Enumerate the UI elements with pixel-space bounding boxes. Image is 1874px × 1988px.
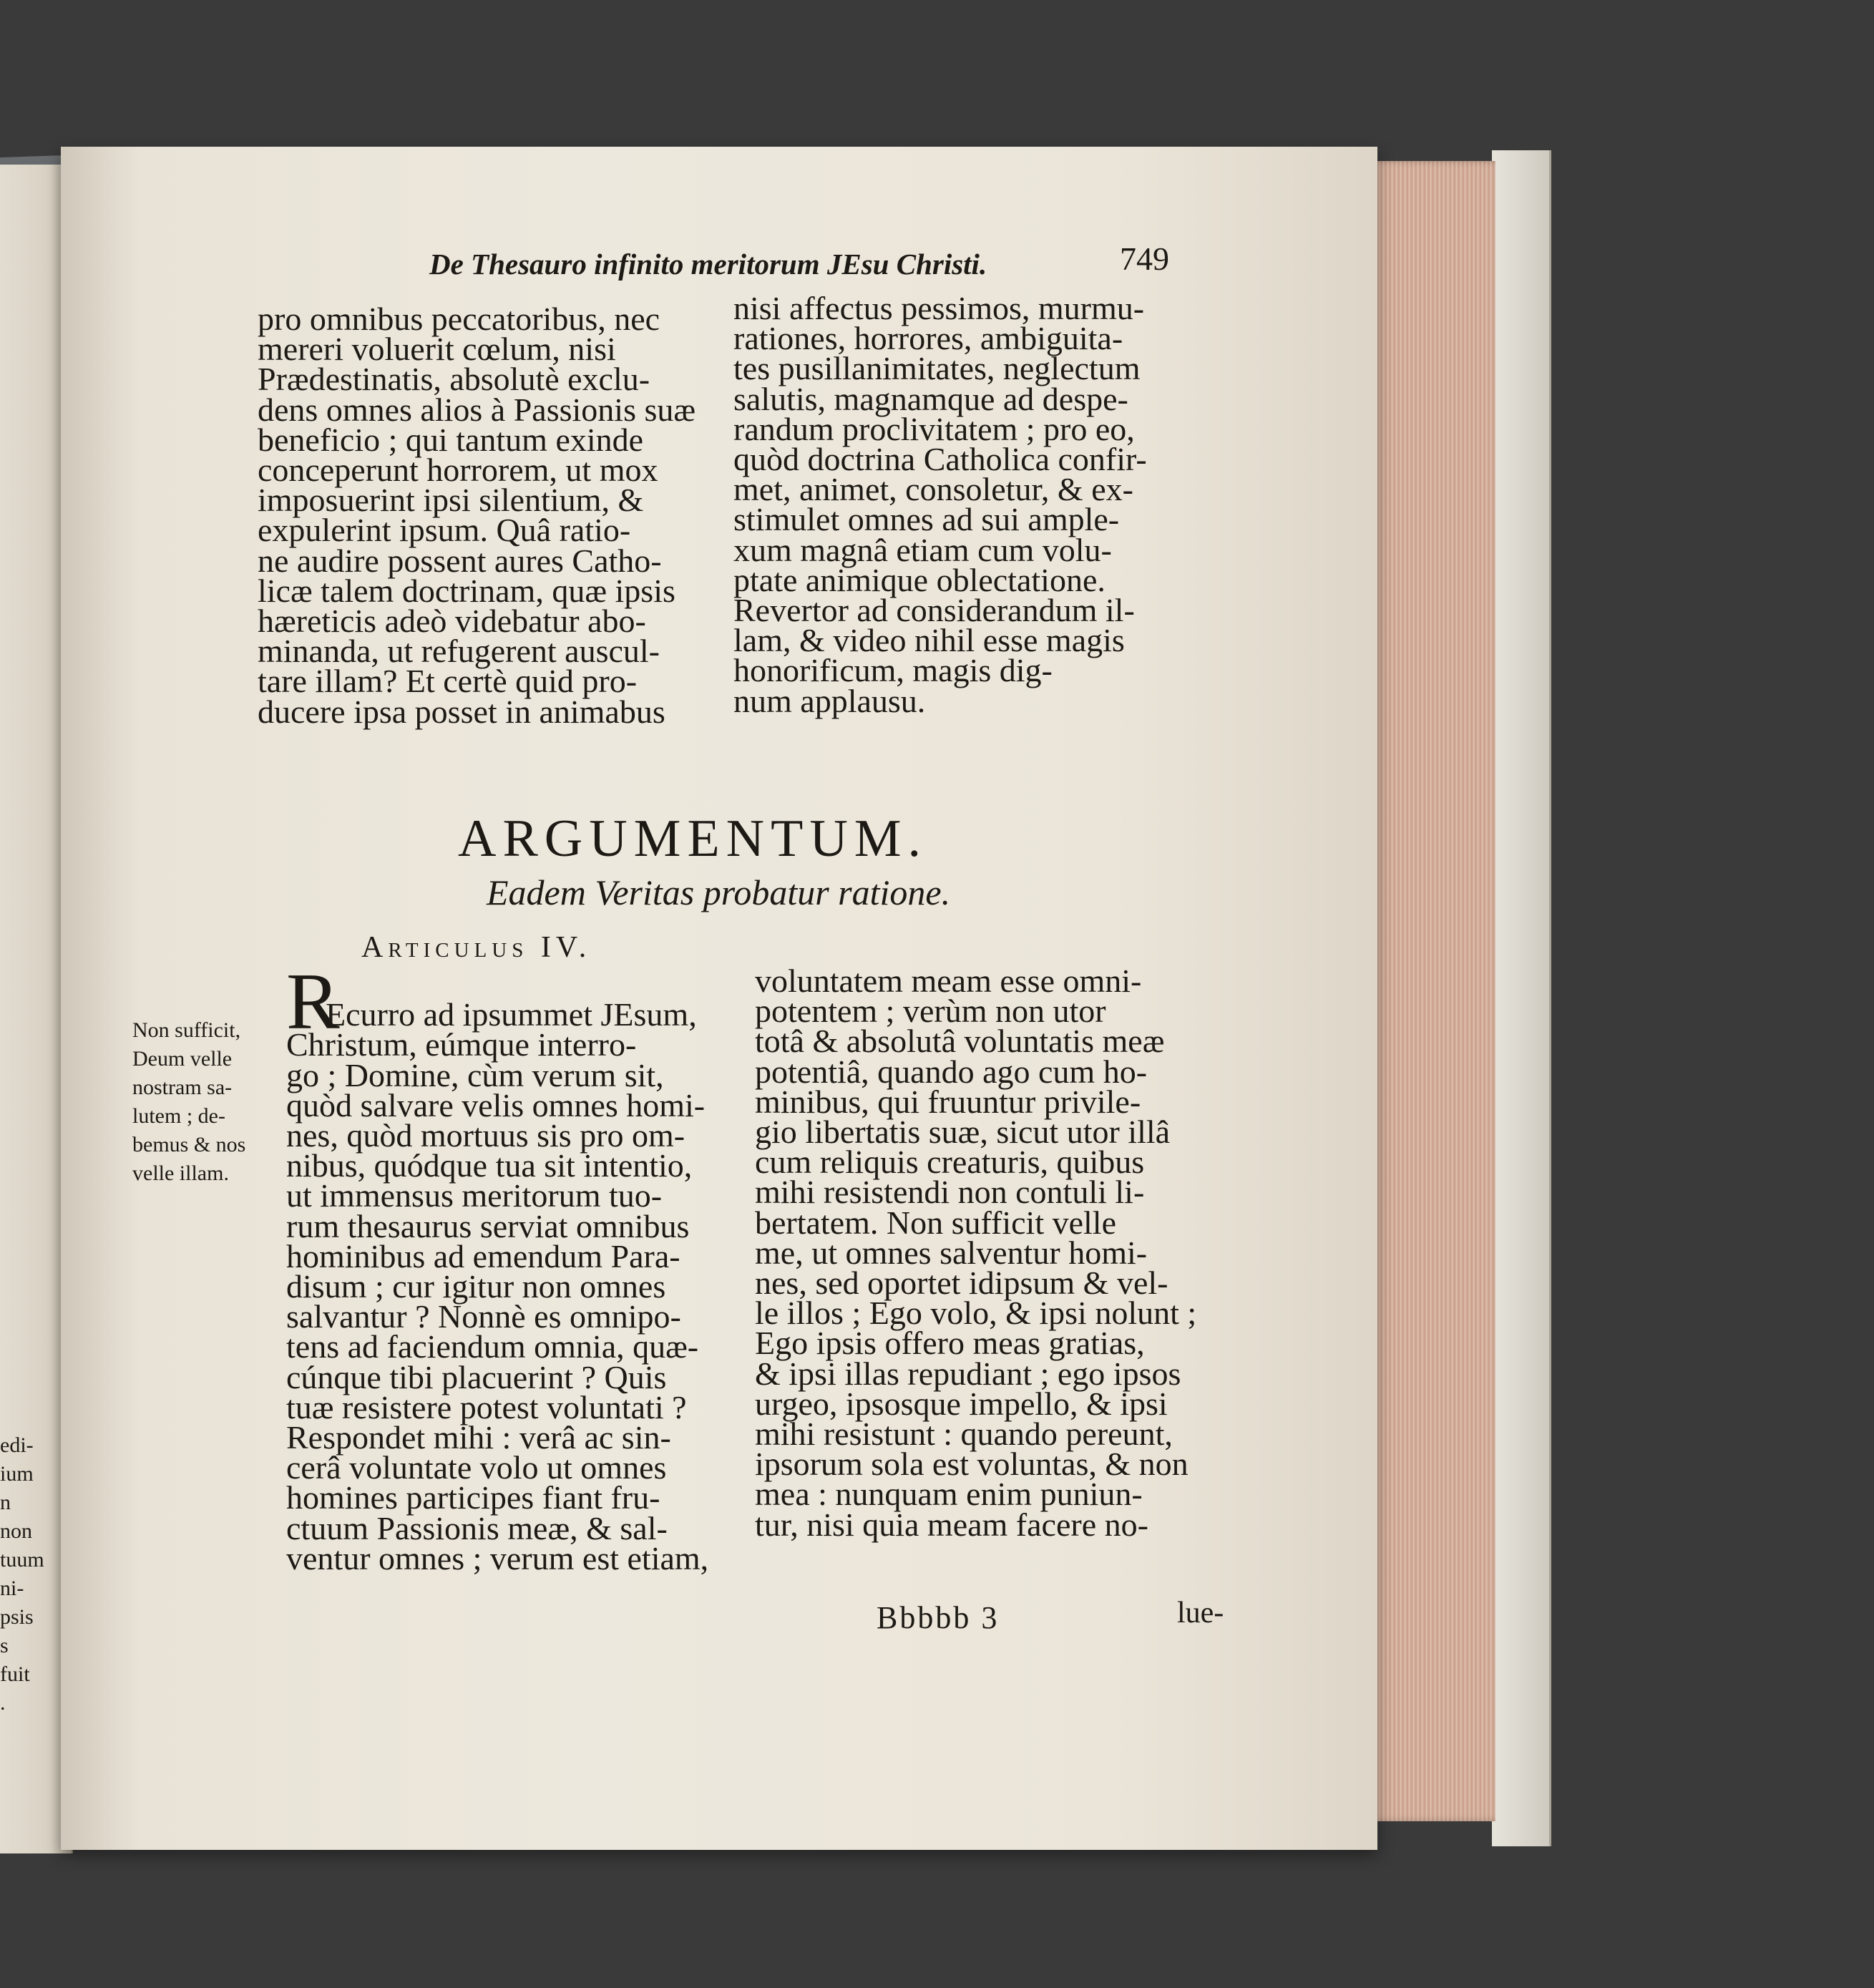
signature-mark: Bbbbb 3: [877, 1600, 1000, 1635]
margin-note: Non sufficit, Deum velle nostram sa- lutem ; de- bemus & nos velle illam.: [132, 1018, 246, 1185]
page-number: 749: [1120, 240, 1169, 277]
column-right-bottom: voluntatem meam esse omni- potentem ; verùm non utor totâ & absolutâ voluntatis meæ potentiâ, quando ago cum ho- minibus, qui fruuntur privile- gio libertatis suæ, sicut utor illâ cum reliquis creaturis, quibus mihi resistendi non contuli li- bertatem. Non sufficit velle me, ut omnes salventur homi- nes, sed oportet idipsum & vel- le illos ; Ego volo, & ipsi nolunt ; Ego ipsis offero meas gratias, & ipsi illas repudiant ; ego ipsos urgeo, ipsosque impello, & ipsi mihi resistunt : quando pereunt, ipsorum sola est voluntas, & non mea : nunquam enim puniun- tur, nisi quia meam facere no-: [755, 963, 1197, 1543]
running-head: De Thesauro infinito meritorum JEsu Christi.: [429, 248, 987, 281]
article-label: Articulus IV.: [361, 931, 592, 964]
column-left-top: pro omnibus peccatoribus, nec mereri voluerit cœlum, nisi Prædestinatis, absolutè exclu- dens omnes alios à Passionis suæ beneficio ; qui tantum exinde conceperunt horrorem, ut mox imposuerint ipsi silentium, & expulerint ipsum. Quâ ratio- ne audire possent aures Catho- licæ talem doctrinam, quæ ipsis hæreticis adeò videbatur abo- minanda, ut refugerent auscul- tare illam? Et certè quid pro- ducere ipsa posset in animabus: [258, 301, 696, 730]
page-fore-edge: [1367, 161, 1495, 1821]
column-left-bottom: [286, 970, 744, 1604]
cover-edge: [1492, 150, 1551, 1846]
left-page-margin-fragment: edi- ium n non tuum ni- psis s fuit .: [0, 1433, 44, 1715]
catchword: lue-: [1177, 1597, 1224, 1629]
section-subheading: Eadem Veritas probatur ratione.: [487, 872, 951, 912]
column-right-top: nisi affectus pessimos, murmu- rationes, horrores, ambiguita- tes pusillanimitates, neglectum salutis, magnamque ad despe- randum proclivitatem ; pro eo, quòd doctrina Catholica confir- met, animet, consoletur, & ex- stimulet omnes ad sui ample- xum magnâ etiam cum volu- ptate animique oblectatione. Revertor ad considerandum il- lam, & video nihil esse magis honorificum, magis dig- num applausu.: [733, 290, 1147, 719]
drop-initial: R: [286, 958, 340, 1046]
section-heading: ARGUMENTUM.: [458, 809, 928, 868]
column-left-bottom-text: Ecurro ad ipsummet JEsum, Christum, eúmque interro- go ; Domine, cùm verum sit, quòd salvare velis omnes homi- nes, quòd mortuus sis pro om- nibus, quódque tua sit intentio, ut immensus meritorum tuo- rum thesaurus serviat omnibus hominibus ad emendum Para- disum ; cur igitur non omnes salvantur ? Nonnè es omnipo- tens ad faciendum omnia, quæ- cúnque tibi placuerint ? Quis tuæ resistere potest voluntati ? Respondet mihi : verâ ac sin- cerâ voluntate volo ut omnes homines participes fiant fru- ctuum Passionis meæ, & sal- ventur omnes ; verum est etiam,: [286, 996, 709, 1577]
